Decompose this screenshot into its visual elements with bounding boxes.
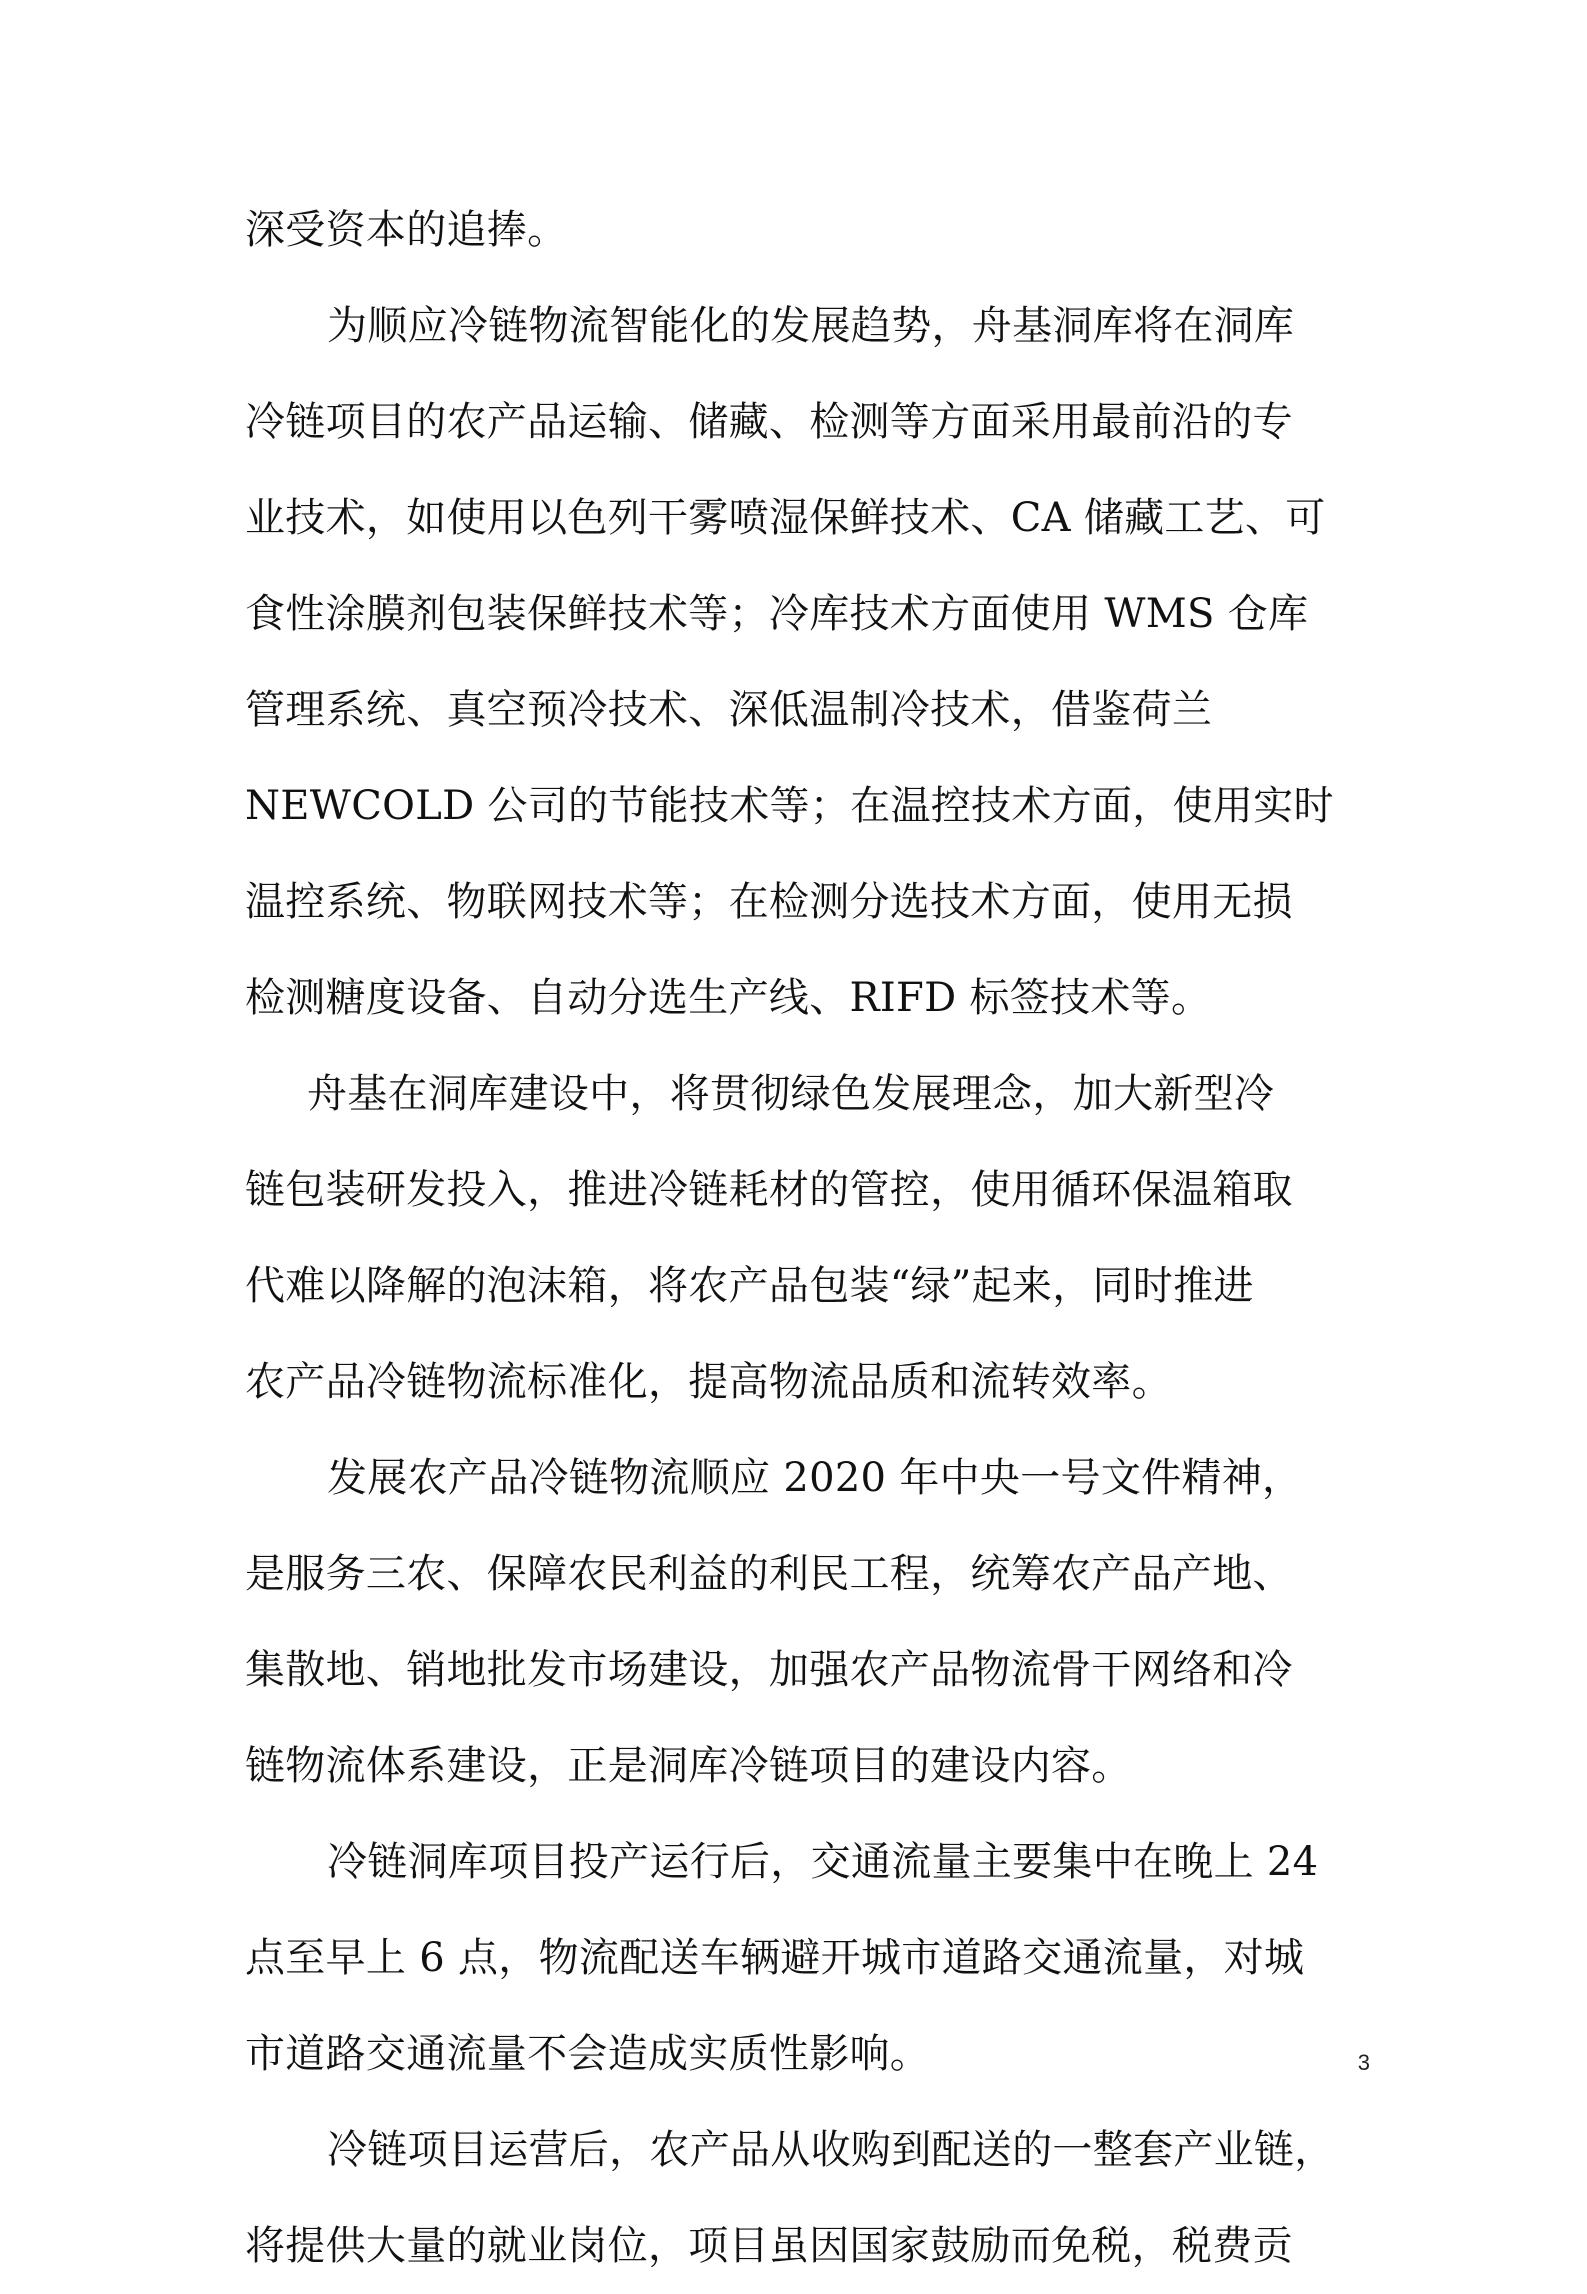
text-line: 业技术，如使用以色列干雾喷湿保鲜技术、CA 储藏工艺、可 (245, 495, 1326, 541)
text-line: 冷链项目的农产品运输、储藏、检测等方面采用最前沿的专 (245, 399, 1293, 445)
paragraph-start: 冷链洞库项目投产运行后，交通流量主要集中在晚上 24 (327, 1839, 1319, 1885)
text-line: 检测糖度设备、自动分选生产线、RIFD 标签技术等。 (245, 975, 1212, 1021)
page-number: 3 (1357, 2050, 1370, 2075)
paragraph-start: 发展农产品冷链物流顺应 2020 年中央一号文件精神， (327, 1455, 1303, 1501)
text-line: 管理系统、真空预冷技术、深低温制冷技术，借鉴荷兰 (245, 687, 1213, 733)
text-line: 深受资本的追捧。 (245, 207, 568, 253)
text-line: 将提供大量的就业岗位，项目虽因国家鼓励而免税，税费贡 (245, 2223, 1293, 2269)
text-line: 农产品冷链物流标准化，提高物流品质和流转效率。 (245, 1359, 1172, 1405)
paragraph-start: 冷链项目运营后，农产品从收购到配送的一整套产业链， (327, 2127, 1335, 2173)
text-line: 点至早上 6 点，物流配送车辆避开城市道路交通流量，对城 (245, 1935, 1305, 1981)
paragraph-start: 为顺应冷链物流智能化的发展趋势，舟基洞库将在洞库 (327, 303, 1295, 349)
text-line: NEWCOLD 公司的节能技术等；在温控技术方面，使用实时 (245, 783, 1334, 829)
paragraph-start: 舟基在洞库建设中，将贯彻绿色发展理念，加大新型冷 (307, 1071, 1275, 1117)
body-text (245, 182, 1355, 2294)
text-line: 是服务三农、保障农民利益的利民工程，统筹农产品产地、 (245, 1551, 1293, 1597)
text-line: 代难以降解的泡沫箱，将农产品包装“绿”起来，同时推进 (245, 1263, 1254, 1309)
text-line: 集散地、销地批发市场建设，加强农产品物流骨干网络和冷 (245, 1647, 1293, 1693)
text-line: 市道路交通流量不会造成实质性影响。 (245, 2031, 931, 2077)
text-line: 食性涂膜剂包装保鲜技术等；冷库技术方面使用 WMS 仓库 (245, 591, 1309, 637)
text-line: 温控系统、物联网技术等；在检测分选技术方面，使用无损 (245, 879, 1293, 925)
text-line: 链包装研发投入，推进冷链耗材的管控，使用循环保温箱取 (245, 1167, 1293, 1213)
text-line: 链物流体系建设，正是洞库冷链项目的建设内容。 (245, 1743, 1132, 1789)
